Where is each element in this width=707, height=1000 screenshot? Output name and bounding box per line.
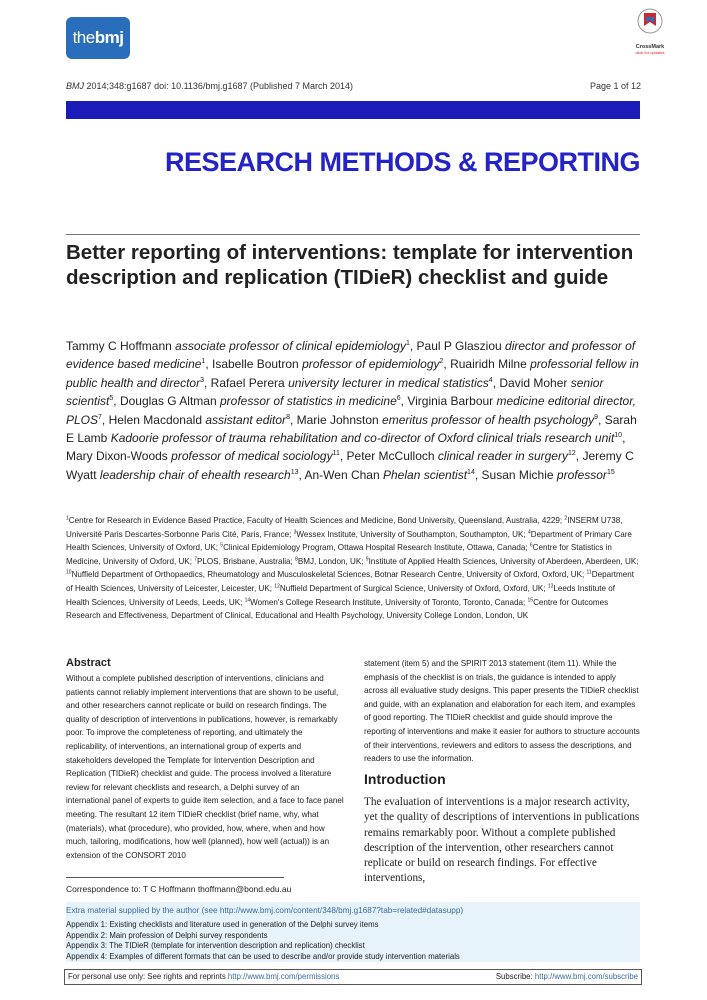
author-role: senior scientist [66, 375, 604, 409]
author-affiliation-ref: 6 [396, 395, 401, 403]
crossmark-icon [637, 8, 663, 38]
author-affiliation-ref: 15 [606, 468, 615, 476]
author-role: Phelan scientist [383, 467, 468, 482]
author-name: Douglas G Altman [119, 394, 217, 409]
author-name: Paul P Glasziou [416, 339, 502, 353]
author-entry: Paul P Glasziou director and professor of evidence based medicine$^1$, [66, 339, 636, 372]
author-role: professor of medical sociology [171, 449, 333, 464]
citation-details: 2014;348:g1687 doi: 10.1136/bmj.g1687 (Published 7 March 2014) [84, 81, 354, 91]
affiliation-number: 3 [293, 528, 297, 535]
crossmark-sub: click for updates [635, 50, 665, 55]
section-title: RESEARCH METHODS & REPORTING [164, 147, 640, 177]
affiliation-text: Nuffield Department of Surgical Science, University of Oxford, Oxford, UK; [279, 583, 548, 593]
abstract-text-col2: statement (item 5) and the SPIRIT 2013 statement (item 11). While the emphasis of the checklist is on trials, the guidance is intended to apply across all evaluative study designs. This paper presents the TIDieR checklist and guide, with an explanation and elaboration for each item, and examples of good reporting. The TIDieR checklist and guide should improve the reporting of interventions and make it easier for authors to structure accounts of their interventions, reviewers and editors to assess the descriptions, and readers to use the information. [364, 659, 640, 764]
page-number: Page 1 of 12 [589, 81, 641, 91]
author-entry: Ruairidh Milne professorial fellow in public health and director$^3$, [66, 357, 639, 390]
author-entry: Sarah E Lamb Kadoorie professor of trauma rehabilitation and co-director of Oxford clinical trials research unit$^{10}$, [66, 412, 637, 446]
affiliation-text: Department of Health Sciences, University of Leicester, Leicester, UK; [66, 570, 635, 593]
affiliation-text: BMJ, London, UK; [297, 556, 366, 566]
footnote-divider [66, 877, 284, 878]
affiliation-number: 7 [194, 556, 197, 563]
footer-rights [68, 970, 339, 984]
affiliation-text: Nuffield Department of Orthopaedics, Rheumatology and Musculoskeletal Sciences, Botnar Research Centre, University of Oxford, Oxford, UK; [71, 570, 587, 580]
affiliation-number: 1 [66, 515, 69, 522]
author-name: Helen Macdonald [108, 412, 202, 427]
author-affiliation-ref: 2 [439, 358, 444, 366]
affiliation-number: 2 [564, 515, 568, 522]
affiliation-text: Leeds Institute of Health Sciences, University of Leeds, Leeds, UK; [66, 583, 616, 607]
crossmark-badge[interactable] [628, 8, 672, 60]
author-name: Susan Michie [481, 467, 554, 482]
introduction-heading: Introduction [364, 771, 446, 787]
abstract-heading: Abstract [66, 657, 111, 669]
author-entry: Virginia Barbour medicine editorial director, PLOS$^7$, [66, 394, 636, 427]
logo-text-plain: the [72, 28, 95, 47]
author-affiliation-ref: 4 [488, 376, 493, 384]
author-affiliation-ref: 9 [594, 413, 599, 421]
footer-subscribe-text: Subscribe: [495, 972, 535, 981]
author-role: medicine editorial director, PLOS [66, 394, 636, 427]
affiliation-text: Department of Primary Care Health Sciences, University of Oxford, UK; [66, 529, 632, 553]
author-entry: An-Wen Chan Phelan scientist$^{14}$, [304, 467, 482, 482]
title-divider [66, 234, 640, 235]
citation-line [66, 81, 353, 91]
author-entry: Isabelle Boutron professor of epidemiology$^2$, [212, 357, 451, 372]
author-role: professor [556, 467, 607, 482]
author-entry [482, 468, 615, 482]
appendix-item: Appendix 3: The TIDieR (template for intervention description and replication) checklist [66, 941, 365, 950]
author-role: university lecturer in medical statistics [288, 375, 489, 390]
author-name: Marie Johnston [296, 412, 379, 427]
affiliation-text: Women's College Research Institute, University of Toronto, Toronto, Canada; [250, 597, 528, 607]
author-name: David Moher [499, 375, 568, 390]
author-role: director and professor of evidence based medicine [66, 339, 636, 372]
author-name: Tammy C Hoffmann [66, 339, 172, 353]
author-affiliation-ref: 5 [109, 395, 114, 403]
author-affiliation-ref: 3 [200, 376, 204, 384]
appendix-item: Appendix 2: Main profession of Delphi survey respondents [66, 930, 268, 940]
affiliation-number: 6 [529, 542, 533, 549]
author-entry: Marie Johnston emeritus professor of health psychology$^9$, [296, 412, 605, 427]
abstract-section [66, 657, 344, 862]
extra-material-title[interactable]: Extra material supplied by the author (see http://www.bmj.com/content/348/bmj.g1687?tab=related#datasupp) [66, 906, 464, 915]
affiliation-text: Wessex Institute, University of Southampton, Southampton, UK; [296, 529, 528, 539]
affiliation-text: Centre for Statistics in Medicine, University of Oxford, UK; [66, 543, 612, 566]
affiliation-text: Centre for Research in Evidence Based Practice, Faculty of Health Sciences and Medicine, Bond University, Queensland, Australia, 4229; [68, 516, 565, 525]
footer-rights-text: For personal use only: See rights and reprints [68, 972, 228, 981]
author-role: assistant editor [205, 412, 287, 427]
affiliation-text: PLOS, Brisbane, Australia; [196, 556, 296, 566]
header-bar [66, 101, 640, 119]
author-affiliation-ref: 11 [332, 450, 340, 458]
author-role: professor of epidemiology [302, 357, 440, 372]
author-name: Peter McCulloch [346, 449, 435, 464]
affiliation-number: 13 [547, 583, 554, 590]
affiliation-number: 12 [274, 583, 280, 590]
author-entry: Tammy C Hoffmann associate professor of clinical epidemiology$^1$, [66, 339, 417, 353]
affiliation-number: 5 [220, 542, 224, 549]
author-name: Sarah E Lamb [66, 412, 637, 446]
introduction-text: The evaluation of interventions is a major research activity, yet the quality of descriptions of interventions in publications remains remarkably poor. Without a complete published description of the intervention, other researchers cannot replicate or build on research findings. For effective interventions, [364, 796, 640, 885]
affiliation-number: 11 [586, 569, 592, 576]
author-role: professorial fellow in public health and director [66, 357, 639, 390]
affiliation-number: 14 [244, 596, 251, 603]
affiliation-number: 9 [365, 556, 369, 563]
author-name: Jeremy C Wyatt [66, 449, 634, 482]
author-entry: Douglas G Altman professor of statistics in medicine$^6$, [119, 394, 408, 409]
author-name: An-Wen Chan [304, 467, 380, 482]
article-title: Better reporting of interventions: template for intervention description and replication (TIDieR) checklist and guide [66, 241, 634, 289]
page-footer [64, 969, 642, 985]
author-name: Virginia Barbour [407, 394, 494, 409]
author-role: associate professor of clinical epidemiology [175, 339, 406, 353]
affiliation-number: 4 [527, 528, 531, 535]
author-entry: Peter McCulloch clinical reader in surgery$^{12}$, [346, 449, 583, 464]
affiliation-text: Clinical Epidemiology Program, Ottawa Hospital Research Institute, Ottawa, Canada; [223, 543, 530, 553]
author-role: clinical reader in surgery [437, 449, 568, 464]
author-name: Rafael Perera [210, 375, 285, 390]
citation-journal: BMJ [66, 81, 84, 91]
author-entry: David Moher senior scientist$^5$, [66, 375, 604, 409]
author-name: Mary Dixon-Woods [66, 449, 168, 464]
appendix-item: Appendix 1: Existing checklists and literature used in generation of the Delphi survey items [66, 920, 379, 929]
author-affiliation-ref: 13 [290, 468, 299, 476]
author-name: Ruairidh Milne [450, 357, 527, 372]
author-affiliation-ref: 12 [567, 450, 576, 458]
author-role: Kadoorie professor of trauma rehabilitation and co-director of Oxford clinical trials research unit [110, 431, 615, 446]
subscribe-link[interactable]: http://www.bmj.com/subscribe [534, 972, 638, 981]
author-affiliation-ref: 1 [405, 340, 410, 347]
author-role: emeritus professor of health psychology [382, 412, 595, 427]
author-entry: Helen Macdonald assistant editor$^8$, [108, 412, 297, 427]
author-entry: Jeremy C Wyatt leadership chair of ehealth research$^{13}$, [66, 449, 634, 482]
author-entry: Rafael Perera university lecturer in medical statistics$^4$, [210, 375, 500, 390]
bmj-logo[interactable] [66, 17, 130, 59]
extra-material-box [66, 902, 640, 962]
affiliation-text: Institute of Applied Health Sciences, University of Aberdeen, Aberdeen, UK; [368, 556, 639, 566]
abstract-text-col1: Without a complete published description of interventions, clinicians and patients cannot reliably implement interventions that are shown to be useful, and other researchers cannot replicate or build on research findings. The quality of description of interventions in publications, however, is remarkably poor. To improve the completeness of reporting, and ultimately the replicability, of interventions, an international group of experts and stakeholders developed the Template for Intervention Description and Replication (TIDieR) checklist and guide. The process involved a literature review for relevant checklists and research, a Delphi survey of an international panel of experts to guide item selection, and a face to face panel meeting. The resultant 12 item TIDieR checklist (brief name, why, what (materials), what (procedure), who provided, how, where, when and how much, tailoring, modifications, how well (planned), how well (actual)) is an extension of the CONSORT 2010 [66, 674, 344, 860]
logo-text-bold: bmj [94, 28, 124, 47]
affiliations [66, 514, 640, 623]
author-list [66, 337, 640, 484]
author-affiliation-ref: 1 [201, 358, 206, 366]
author-affiliation-ref: 8 [286, 413, 290, 421]
author-role: professor of statistics in medicine [220, 394, 397, 409]
footer-subscribe [496, 970, 638, 984]
author-affiliation-ref: 7 [98, 413, 102, 421]
affiliation-number: 8 [295, 556, 298, 563]
author-name: Isabelle Boutron [212, 357, 299, 372]
extra-material-list [66, 920, 460, 962]
author-affiliation-ref: 14 [467, 468, 475, 476]
affiliation-number: 15 [527, 596, 534, 603]
author-affiliation-ref: 10 [614, 432, 623, 440]
crossmark-label: CrossMark [635, 44, 665, 50]
appendix-item: Appendix 4: Examples of different formats that can be used to describe and/or provide study intervention materials [66, 951, 460, 961]
correspondence: Correspondence to: T C Hoffmann thoffmann@bond.edu.au [66, 884, 292, 894]
permissions-link[interactable]: http://www.bmj.com/permissions [227, 972, 340, 981]
affiliation-text: Centre for Outcomes Research and Effectiveness, Department of Clinical, Educational and Health Psychology, University College London, London, UK [66, 597, 609, 621]
author-role: leadership chair of ehealth research [99, 467, 291, 482]
affiliation-text: INSERM U738, Université Paris Descartes-Sorbonne Paris Cité, Paris, France; [66, 516, 623, 539]
author-entry: Mary Dixon-Woods professor of medical sociology$^{11}$, [66, 449, 347, 464]
affiliation-number: 10 [66, 569, 72, 576]
